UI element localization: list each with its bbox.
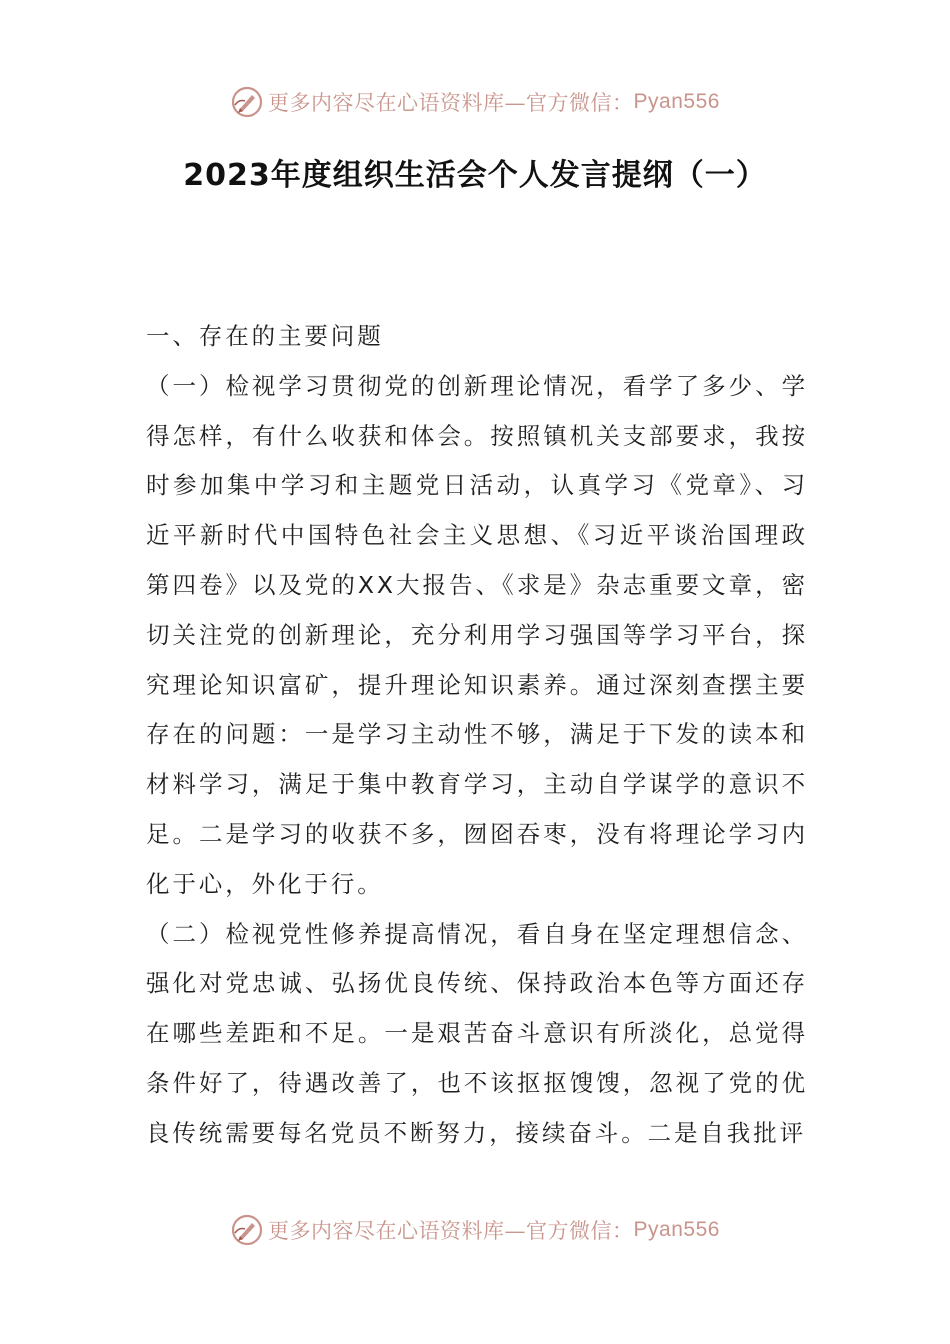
section-heading: 一、存在的主要问题 [146, 322, 384, 350]
watermark-text: 更多内容尽在心语资料库—官方微信： [268, 91, 634, 115]
watermark-wechat-id: Pyan556 [633, 90, 720, 113]
watermark-header [0, 82, 950, 122]
watermark-text: 更多内容尽在心语资料库—官方微信： [268, 1219, 634, 1243]
pen-logo-icon [230, 85, 264, 119]
pen-logo-icon [230, 1213, 264, 1247]
paragraph-2: （二）检视党性修养提高情况，看自身在坚定理想信念、强化对党忠诚、弘扬优良传统、保持政治本色等方面还存在哪些差距和不足。一是艰苦奋斗意识有所淡化，总觉得条件好了，待遇改善了，也不该抠抠馊馊，忽视了党的优良传统需要每名党员不断努力，接续奋斗。二是自我批评 [146, 919, 808, 1147]
watermark-footer [0, 1210, 950, 1250]
paragraph-1: （一）检视学习贯彻党的创新理论情况，看学了多少、学得怎样，有什么收获和体会。按照镇机关支部要求，我按时参加集中学习和主题党日活动，认真学习《党章》、习近平新时代中国特色社会主义思想、《习近平谈治国理政第四卷》以及党的XX大报告、《求是》杂志重要文章，密切关注党的创新理论，充分利用学习强国等学习平台，探究理论知识富矿，提升理论知识素养。通过深刻查摆主要存在的问题：一是学习主动性不够，满足于下发的读本和材料学习，满足于集中教育学习，主动自学谋学的意识不足。二是学习的收获不多，囫囵吞枣，没有将理论学习内化于心，外化于行。 [146, 371, 808, 898]
document-body [146, 312, 808, 1159]
document-title: 2023年度组织生活会个人发言提纲（一） [183, 158, 767, 193]
watermark-wechat-id: Pyan556 [633, 1218, 720, 1241]
